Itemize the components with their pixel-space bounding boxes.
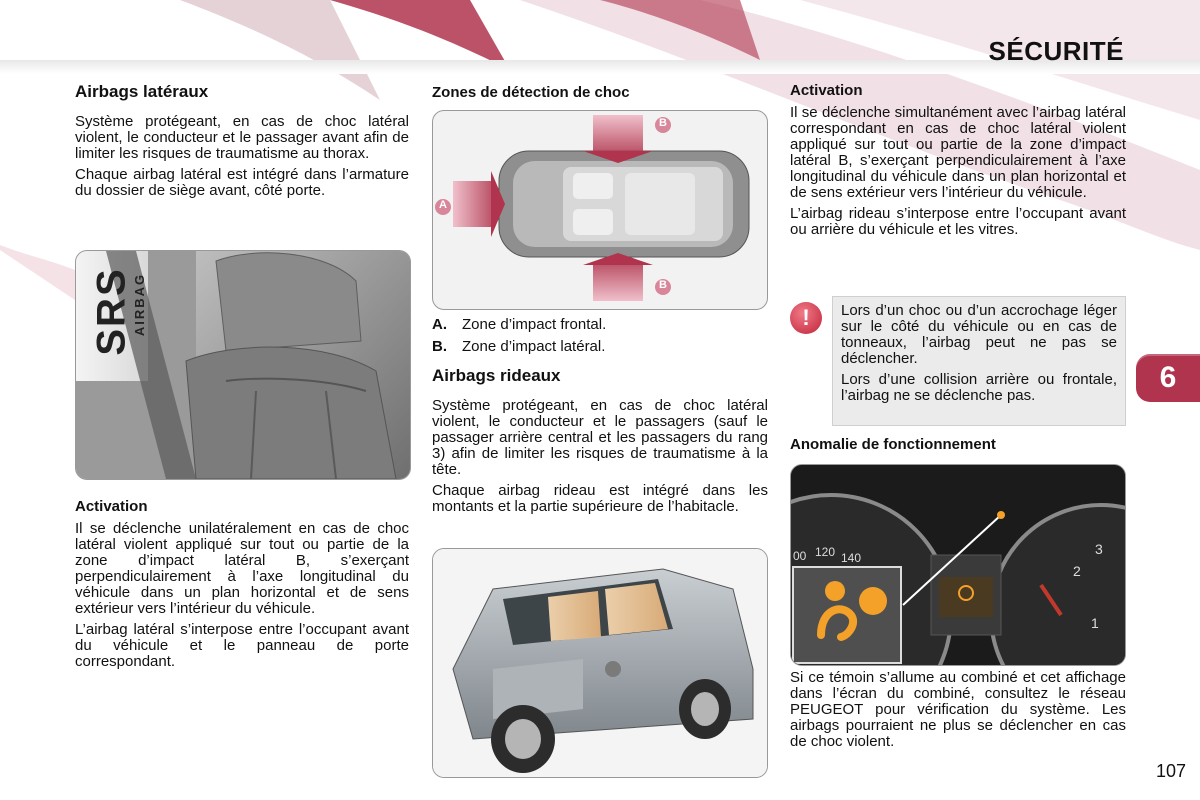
impact-zones-diagram bbox=[432, 110, 768, 310]
chapter-tab: 6 bbox=[1136, 354, 1200, 402]
side-airbags-paragraph-2: Chaque airbag latéral est intégré dans l’armature du dossier de siège avant, côté porte. bbox=[75, 166, 409, 199]
right-activation-section bbox=[790, 82, 1126, 243]
speed-label-120: 120 bbox=[815, 545, 836, 559]
legend-letter-b: B. bbox=[432, 338, 447, 355]
anomaly-title-block bbox=[790, 436, 1126, 459]
left-column bbox=[75, 82, 409, 204]
right-activation-paragraph-1: Il se déclenche simultanément avec l’airbag latéral correspondant en cas de choc latéral violent appliqué sur tout ou partie de la zone d’impact latéral B, s’exerçant perpendiculairement à l’axe longitudinal du véhicule dans un plan horizontal et de sens extérieur vers l’intérieur du véhicule. bbox=[790, 104, 1126, 201]
legend-text-a: Zone d’impact frontal. bbox=[462, 316, 607, 333]
curtain-airbag-car-illustration bbox=[432, 548, 768, 778]
curtain-airbags-section bbox=[432, 366, 768, 520]
left-activation-paragraph-2: L’airbag latéral s’interpose entre l’occupant avant du véhicule et le panneau de porte correspondant. bbox=[75, 621, 409, 670]
marker-b-bottom: B bbox=[659, 279, 667, 291]
rpm-label-1: 1 bbox=[1091, 615, 1099, 631]
left-activation-section bbox=[75, 498, 409, 675]
left-activation-title: Activation bbox=[75, 498, 148, 515]
srs-label: SRS bbox=[89, 267, 134, 356]
warning-content bbox=[832, 296, 1126, 426]
right-activation-paragraph-2: L’airbag rideau s’interpose entre l’occupant avant ou arrière du véhicule et les vitres. bbox=[790, 205, 1126, 238]
instrument-cluster-illustration bbox=[790, 464, 1126, 666]
seat-airbag-illustration bbox=[75, 250, 411, 480]
speed-label-00: 00 bbox=[793, 549, 807, 563]
warning-paragraph-2: Lors d’une collision arrière ou frontale, l’airbag ne se déclenche pas. bbox=[841, 371, 1117, 404]
curtain-airbags-title: Airbags rideaux bbox=[432, 366, 561, 385]
legend-text-b: Zone d’impact latéral. bbox=[462, 338, 606, 355]
curtain-airbags-paragraph-2: Chaque airbag rideau est intégré dans les montants et la partie supérieure de l’habitacle. bbox=[432, 482, 768, 515]
legend-row-b bbox=[432, 336, 768, 358]
airbag-label: AIRBAG bbox=[132, 272, 148, 337]
anomaly-section bbox=[790, 670, 1126, 755]
anomaly-paragraph: Si ce témoin s’allume au combiné et cet affichage dans l’écran du combiné, consultez le réseau PEUGEOT pour vérification du système. Les airbags pourraient ne plus se déclencher en cas de choc violent. bbox=[790, 669, 1126, 750]
warning-paragraph-1: Lors d’un choc ou d’un accrochage léger sur le côté du véhicule ou en cas de tonneaux, l’airbag peut ne pas se déclencher. bbox=[841, 302, 1117, 367]
side-airbags-paragraph-1: Système protégeant, en cas de choc latéral violent, le conducteur et le passager avant afin de limiter les risques de traumatisme au thorax. bbox=[75, 113, 409, 162]
section-title: SÉCURITÉ bbox=[988, 36, 1124, 66]
legend-letter-a: A. bbox=[432, 316, 447, 333]
side-airbags-title: Airbags latéraux bbox=[75, 82, 209, 101]
rpm-label-2: 2 bbox=[1073, 563, 1081, 579]
rpm-label-3: 3 bbox=[1095, 541, 1103, 557]
warning-box bbox=[790, 296, 1126, 426]
right-activation-title: Activation bbox=[790, 82, 863, 99]
legend-row-a bbox=[432, 314, 768, 336]
zones-legend bbox=[432, 314, 768, 358]
warning-icon: ! bbox=[790, 302, 822, 334]
left-activation-paragraph-1: Il se déclenche unilatéralement en cas de choc latéral violent appliqué sur tout ou partie de la zone d’impact latéral B, s’exerçant perpendiculairement à l’axe longitudinal du véhicule dans un plan horizontal et de sens extérieur vers l’intérieur du véhicule. bbox=[75, 520, 409, 617]
curtain-airbags-paragraph-1: Système protégeant, en cas de choc latéral violent, le conducteur et le passagers (sauf le passager arrière central et les passagers du rang 3) afin de limiter les risques de traumatisme à la tête. bbox=[432, 397, 768, 478]
speed-label-140: 140 bbox=[841, 551, 862, 565]
anomaly-title: Anomalie de fonctionnement bbox=[790, 436, 996, 453]
zones-title: Zones de détection de choc bbox=[432, 84, 630, 101]
page-number: 107 bbox=[1155, 761, 1186, 781]
marker-b-top: B bbox=[659, 117, 667, 129]
marker-a: A bbox=[439, 199, 447, 211]
zones-title-block bbox=[432, 84, 768, 107]
